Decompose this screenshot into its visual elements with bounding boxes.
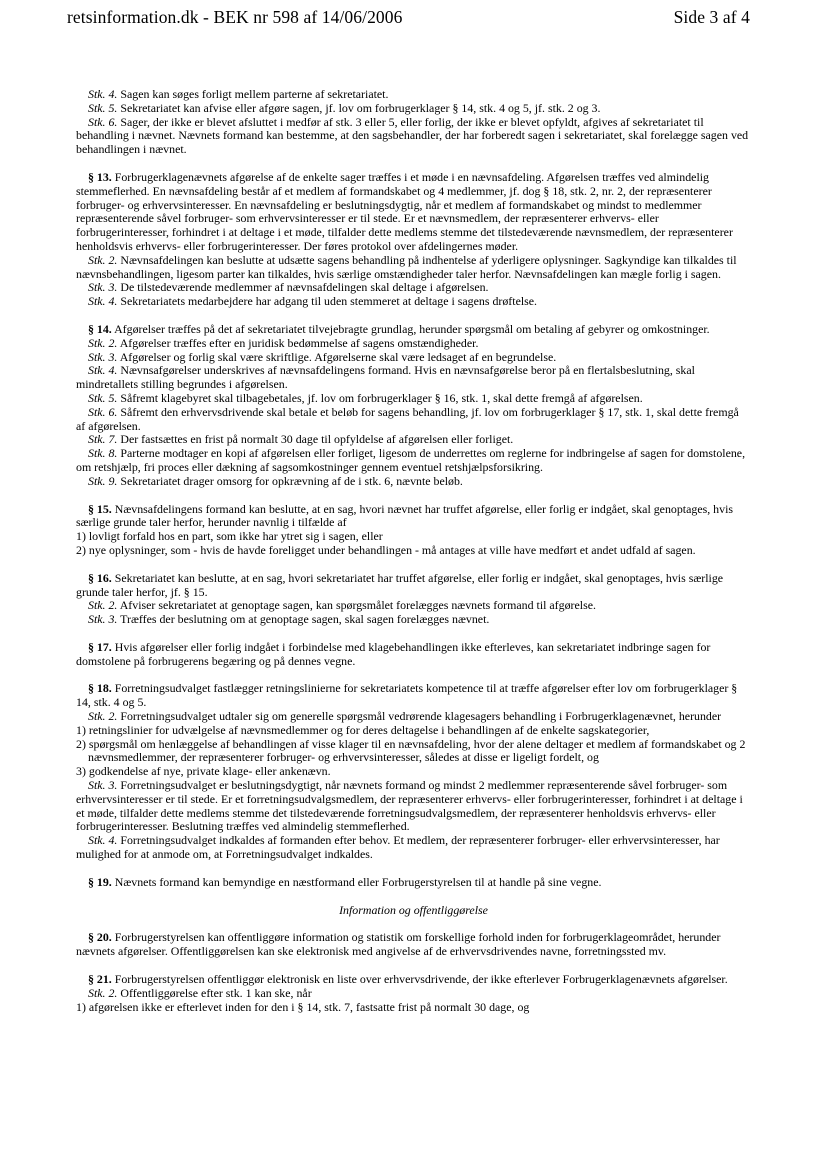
paragraph-subsection <box>76 295 751 309</box>
subsection-label: Stk. 5. <box>88 390 118 405</box>
paragraph-text: Forretningsudvalget fastlægger retningslinierne for sekretariatets kompetence til at træffe afgørelser efter lov om forbrugerklager § 14, stk. 4 og 5. <box>76 681 738 710</box>
subsection-label: Stk. 6. <box>88 114 118 129</box>
subsection-label: Stk. 3. <box>88 280 118 295</box>
paragraph-text: Sekretariatets medarbejdere har adgang til uden stemmeret at deltage i sagens drøftelse. <box>117 294 538 309</box>
subsection-label: Stk. 3. <box>88 349 118 364</box>
section-number: § 14. <box>88 321 112 336</box>
paragraph-text: Nævnsafdelingens formand kan beslutte, at en sag, hvori nævnet har truffet afgørelse, eller forlig er indgået, skal genoptages, hvis særlige grunde taler herfor, herunder navnlig i tilfælde af <box>76 501 733 530</box>
paragraph-subsection <box>76 364 751 392</box>
paragraph-section <box>76 682 751 710</box>
list-item: 1) afgørelsen ikke er efterlevet inden for den i § 14, stk. 7, fastsatte frist på normalt 30 dage, og <box>76 999 530 1014</box>
subsection-label: Stk. 9. <box>88 473 118 488</box>
paragraph-text: Forbrugerklagenævnets afgørelse af de enkelte sager træffes i et møde i en nævnsafdeling. Afgørelsen træffes ved almindelig stemmeflerhed. En nævnsafdeling består af et medlem af formandskabet og 4 medlemmer, jf. dog § 18, stk. 2, nr. 2, der repræsenterer forbruger- og erhvervsinteresser. En nævnsafdeling er beslutningsdygtig, når et medlem af formandskabet og mindst to medlemmer repræsenterende såvel forbruger- som erhvervsinteresser er til stede. Er et nævnsmedlem, der repræsenterer erhvervs- eller forbrugerinteresser, forhindret i at deltage i et møde, tilfalder dette medlems stemme det tilstedeværende nævnsmedlem, der repræsenterer henholdsvis erhvervs- eller forbrugerinteresser. Der føres protokol over afdelingernes møder. <box>76 169 733 253</box>
paragraph-text: Sagen kan søges forligt mellem parterne af sekretariatet. <box>117 87 389 101</box>
paragraph-text: Hvis afgørelser eller forlig indgået i forbindelse med klagebehandlingen ikke efterleves, kan sekretariatet indbringe sagen for domstolene på forbrugerens begæring og på dennes vegne. <box>76 639 711 668</box>
subsection-label: Stk. 8. <box>88 446 118 461</box>
subsection-label: Stk. 6. <box>88 404 118 419</box>
section-number: § 19. <box>88 874 112 889</box>
paragraph-text: De tilstedeværende medlemmer af nævnsafdelingen skal deltage i afgørelsen. <box>117 280 489 295</box>
paragraph-section <box>76 572 751 600</box>
paragraph-text: Afgørelser træffes efter en juridisk bedømmelse af sagens omstændigheder. <box>117 335 479 350</box>
paragraph-subsection <box>76 710 751 724</box>
paragraph-subsection <box>76 102 751 116</box>
section-heading: Information og offentliggørelse <box>339 902 488 917</box>
page-number: Side 3 af 4 <box>673 7 750 27</box>
subsection-label: Stk. 5. <box>88 100 118 115</box>
list-item: 3) godkendelse af nye, private klage- eller ankenævn. <box>76 764 331 779</box>
paragraph-text: Sekretariatet kan afvise eller afgøre sagen, jf. lov om forbrugerklager § 14, stk. 4 og 5, jf. stk. 2 og 3. <box>117 100 601 115</box>
paragraph-text: Offentliggørelse efter stk. 1 kan ske, når <box>117 985 312 1000</box>
list-item: 1) retningslinier for udvælgelse af nævnsmedlemmer og for deres deltagelse i behandlingen af de enkelte sagskategorier, <box>76 722 650 737</box>
paragraph-subsection <box>76 254 751 282</box>
paragraph-text: Forretningsudvalget er beslutningsdygtigt, når nævnets formand og mindst 2 medlemmer repræsenterende såvel forbruger- som erhvervsinteresser er til stede. Er et forretningsudvalgsmedlem, der repræsenterer erhvervs- eller forbrugerinteresser, forhindret i at deltage i et møde, tilfalder dette medlems stemme det tilstedeværende forretningsudvalgsmedlem, der repræsenterer henholdsvis erhvervs- eller forbrugerinteresser. Beslutning træffes ved almindelig stemmeflerhed. <box>76 778 743 834</box>
paragraph-text: Forbrugerstyrelsen offentliggør elektronisk en liste over erhvervsdrivende, der ikke efterlever Forbrugerklagenævnets afgørelser. <box>111 972 728 987</box>
paragraph-section <box>76 323 751 337</box>
subsection-label: Stk. 3. <box>88 778 118 793</box>
paragraph-text: Sekretariatet kan beslutte, at en sag, hvori sekretariatet har truffet afgørelse, eller forlig er indgået, skal genoptages, hvis særlige grunde taler herfor, jf. § 15. <box>76 570 724 599</box>
subsection-label: Stk. 7. <box>88 432 118 447</box>
paragraph-subsection <box>76 475 751 489</box>
paragraph-subsection <box>76 447 751 475</box>
document-body <box>76 88 751 1014</box>
subsection-label: Stk. 4. <box>88 294 118 309</box>
paragraph-text: Afviser sekretariatet at genoptage sagen, kan spørgsmålet forelægges nævnets formand til afgørelse. <box>117 598 596 613</box>
paragraph-subsection <box>76 392 751 406</box>
paragraph-text: Sekretariatet drager omsorg for opkrævning af de i stk. 6, nævnte beløb. <box>117 473 463 488</box>
paragraph-text: Nævnsafdelingen kan beslutte at udsætte sagens behandling på indhentelse af yderligere oplysninger. Sagkyndige kan tilkaldes til nævnsbehandlingen, ligesom parter kan tilkaldes, hvis særlige omstændigheder taler herfor. Nævnsafdelingen kan mægle forlig i sagen. <box>76 252 737 281</box>
subsection-label: Stk. 2. <box>88 598 118 613</box>
paragraph-subsection <box>76 88 751 102</box>
paragraph-subsection <box>76 779 751 834</box>
paragraph-text: Såfremt klagebyret skal tilbagebetales, jf. lov om forbrugerklager § 16, stk. 1, skal dette fremgå af afgørelsen. <box>117 390 643 405</box>
paragraph-text: Der fastsættes en frist på normalt 30 dage til opfyldelse af afgørelsen eller forliget. <box>117 432 514 447</box>
subsection-label: Stk. 4. <box>88 363 118 378</box>
section-number: § 18. <box>88 681 112 696</box>
section-number: § 20. <box>88 930 112 945</box>
section-number: § 16. <box>88 570 112 585</box>
section-number: § 15. <box>88 501 112 516</box>
subsection-label: Stk. 2. <box>88 252 118 267</box>
paragraph-section <box>76 503 751 531</box>
section-number: § 21. <box>88 972 112 987</box>
paragraph-text: Nævnsafgørelser underskrives af nævnsafdelingens formand. Hvis en nævnsafgørelse beror på en flertalsbeslutning, skal mindretallets stilling begrundes i afgørelsen. <box>76 363 695 392</box>
paragraph-text: Såfremt den erhvervsdrivende skal betale et beløb for sagens behandling, jf. lov om forbrugerklager § 17, stk. 1, skal dette fremgå af afgørelsen. <box>76 404 739 433</box>
subsection-label: Stk. 3. <box>88 612 118 627</box>
section-number: § 17. <box>88 639 112 654</box>
paragraph-text: Afgørelser træffes på det af sekretariatet tilvejebragte grundlag, herunder spørgsmål om betaling af gebyrer og omkostninger. <box>111 321 710 336</box>
paragraph-subsection <box>76 406 751 434</box>
paragraph-subsection <box>76 337 751 351</box>
list-item: 2) spørgsmål om henlæggelse af behandlingen af visse klager til en nævnsafdeling, hvor der alene deltager et medlem af formandskabet og 2 nævnsmedlemmer, der repræsenterer forbruger- og erhvervsinteresser, således at disse er ligeligt fordelt, og <box>76 736 746 765</box>
subsection-label: Stk. 2. <box>88 709 118 724</box>
paragraph-subsection <box>76 281 751 295</box>
subsection-label: Stk. 4. <box>88 87 118 101</box>
subsection-label: Stk. 2. <box>88 985 118 1000</box>
paragraph-text: Sager, der ikke er blevet afsluttet i medfør af stk. 3 eller 5, eller forlig, der ikke er blevet opfyldt, afgives af sekretariatet til behandling i nævnet. Nævnets formand kan bestemme, at den sagsbehandler, der har forberedt sagen i sekretariatet, skal forelægge sagen ved behandlingen i nævnet. <box>76 114 749 157</box>
section-number: § 13. <box>88 169 112 184</box>
paragraph-subsection <box>76 351 751 365</box>
paragraph-text: Forretningsudvalget udtaler sig om generelle spørgsmål vedrørende klagesagers behandling i Forbrugerklagenævnet, herunder <box>117 709 722 724</box>
paragraph-subsection <box>76 116 751 157</box>
paragraph-text: Afgørelser og forlig skal være skriftlige. Afgørelserne skal være ledsaget af en begrundelse. <box>117 349 557 364</box>
paragraph-subsection <box>76 987 751 1001</box>
paragraph-section <box>76 171 751 254</box>
paragraph-text: Nævnets formand kan bemyndige en næstformand eller Forbrugerstyrelsen til at handle på sine vegne. <box>111 874 602 889</box>
paragraph-text: Forbrugerstyrelsen kan offentliggøre information og statistik om forskellige forhold inden for forbrugerklageområdet, herunder nævnets afgørelser. Offentliggørelsen kan ske elektronisk med angivelse af de erhvervsdrivendes navne, forretningssted mv. <box>76 930 721 959</box>
paragraph-subsection <box>76 433 751 447</box>
paragraph-section <box>76 973 751 987</box>
paragraph-section <box>76 876 751 890</box>
list-item: 1) lovligt forfald hos en part, som ikke har ytret sig i sagen, eller <box>76 529 383 544</box>
document-source-header: retsinformation.dk - BEK nr 598 af 14/06/2006 <box>67 7 403 27</box>
paragraph-text: Forretningsudvalget indkaldes af formanden efter behov. Et medlem, der repræsenterer forbruger- eller erhvervsinteresser, har mulighed for at anmode om, at Forretningsudvalget indkaldes. <box>76 833 720 862</box>
paragraph-subsection <box>76 613 751 627</box>
paragraph-text: Parterne modtager en kopi af afgørelsen eller forliget, ligesom de underrettes om reglerne for indbringelse af sagen for domstolene, om retshjælp, fri proces eller dækning af sagsomkostninger gennem eventuel retshjælpsforsikring. <box>76 446 746 474</box>
list-item: 2) nye oplysninger, som - hvis de havde foreligget under behandlingen - må antages at ville have medført et andet udfald af sagen. <box>76 542 696 557</box>
subsection-label: Stk. 2. <box>88 335 118 350</box>
subsection-label: Stk. 4. <box>88 833 118 848</box>
paragraph-text: Træffes der beslutning om at genoptage sagen, skal sagen forelægges nævnet. <box>117 612 490 627</box>
paragraph-section <box>76 641 751 669</box>
paragraph-subsection <box>76 834 751 862</box>
paragraph-section <box>76 931 751 959</box>
paragraph-subsection <box>76 599 751 613</box>
